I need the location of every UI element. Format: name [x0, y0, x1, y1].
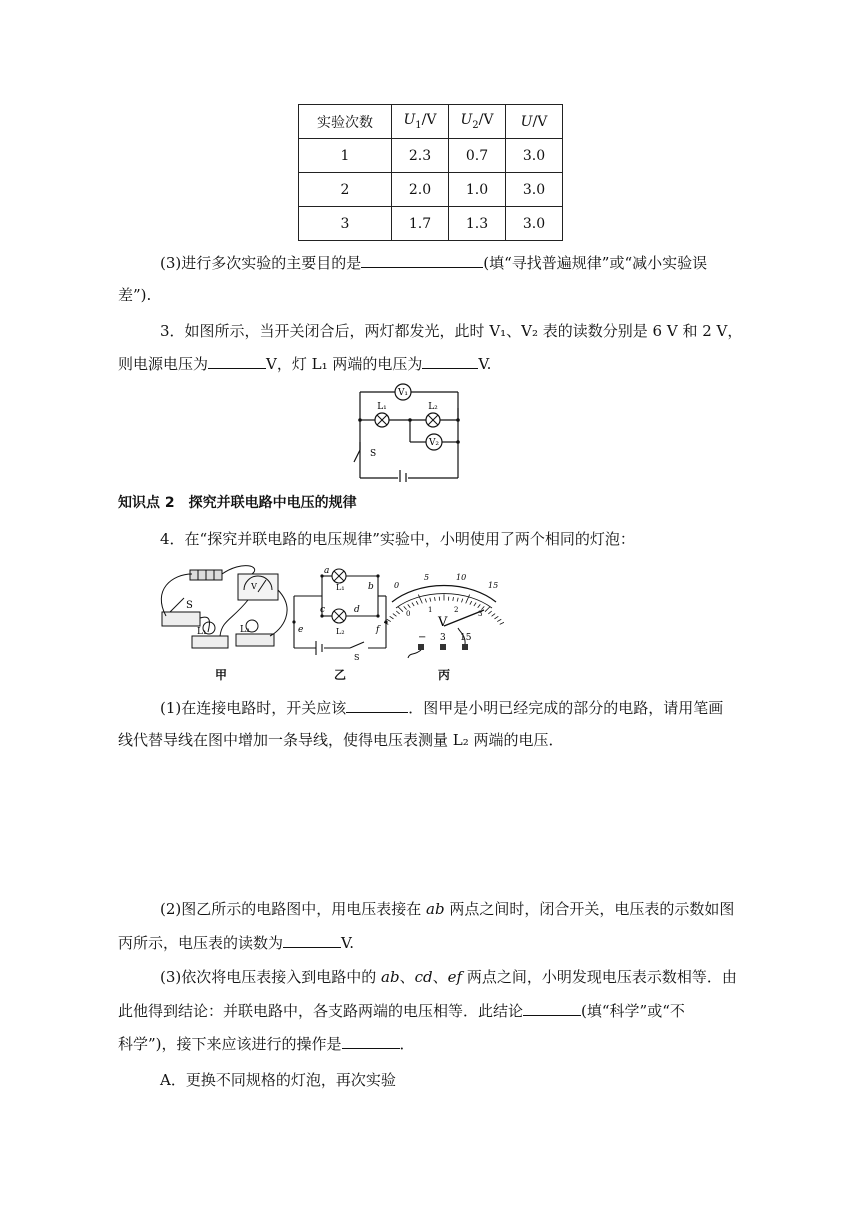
l2-label: L₂ [428, 402, 438, 412]
dial-tick [461, 599, 462, 603]
dial-tick [393, 614, 397, 617]
answer-blank[interactable] [523, 1001, 581, 1016]
figure-label-bing: 丙 [438, 668, 451, 682]
question-4-part3-line3: 科学”)，接下来应该进行的操作是 ． [118, 1035, 415, 1053]
yi-point-d: d [354, 605, 360, 615]
answer-blank[interactable] [422, 354, 478, 369]
dial-top-tick-10: 10 [456, 573, 467, 582]
dial-top-tick-15: 15 [488, 581, 499, 590]
dial-tick [470, 601, 472, 605]
figure-label-yi: 乙 [334, 668, 347, 682]
yi-point-f: f [376, 625, 380, 635]
table-cell: 3.0 [506, 139, 563, 173]
section-heading: 知识点 2 探究并联电路中电压的规律 [118, 495, 357, 511]
answer-blank[interactable] [283, 933, 341, 948]
table-cell: 1 [299, 139, 392, 173]
yi-point-a: a [324, 566, 330, 576]
series-circuit-diagram [350, 382, 470, 482]
terminal-minus-icon [418, 644, 424, 650]
jia-l1-label: L₁ [197, 627, 207, 637]
yi-point-b: b [368, 582, 374, 592]
yi-l1-label: L₁ [336, 583, 345, 592]
dial-top-tick-5: 5 [424, 573, 430, 582]
answer-blank[interactable] [361, 253, 483, 268]
dial-tick [387, 619, 391, 621]
dial-tick [390, 616, 394, 619]
yi-switch-label: S [354, 653, 360, 662]
dial-tick [478, 604, 481, 607]
table-cell: 2 [299, 173, 392, 207]
header-cell: $U_2/V$ [449, 105, 506, 139]
dial-tick [457, 598, 458, 602]
dial-top-tick-0: 0 [394, 581, 400, 590]
terminal-minus-label: − [418, 632, 427, 643]
table-header-row [299, 105, 563, 139]
dial-tick [430, 598, 431, 602]
v2-label: V₂ [428, 438, 440, 448]
jia-l2-label: L₂ [240, 625, 250, 635]
dial-tick [416, 601, 418, 605]
question-4-intro: 4．在“探究并联电路的电压规律”实验中，小明使用了两个相同的灯泡： [160, 530, 635, 548]
yi-lamp-l1-icon [332, 569, 346, 583]
table-cell: 3 [299, 207, 392, 241]
terminal-15-icon [462, 644, 468, 650]
question-4-part1-line1: (1)在连接电路时，开关应该 ．图甲是小明已经完成的部分的电路，请用笔画 [160, 699, 724, 717]
dial-tick [435, 597, 436, 601]
terminal-3-icon [440, 644, 446, 650]
table-cell: 3.0 [506, 207, 563, 241]
header-cell: 实验次数 [299, 105, 392, 139]
question-3-part3-line2: 差”). [118, 286, 152, 304]
table-cell: 1.0 [449, 173, 506, 207]
terminal-3-label: 3 [440, 633, 446, 643]
question-4-part2-line1: (2)图乙所示的电路图中，用电压表接在 ab 两点之间时，闭合开关，电压表的示数如图 [160, 900, 735, 918]
dial-tick [412, 603, 414, 606]
question-4-part3-line1: (3)依次将电压表接入到电路中的 ab、cd、ef 两点之间，小明发现电压表示数相等．由 [160, 968, 737, 986]
table-cell: 1.3 [449, 207, 506, 241]
dial-tick [396, 611, 399, 614]
answer-blank[interactable] [342, 1034, 400, 1049]
header-cell: U/V [506, 105, 563, 139]
yi-point-c: c [320, 605, 326, 615]
table-row [299, 173, 563, 207]
question-4-part1-line2: 线代替导线在图中增加一条导线，使得电压表测量 L₂ 两端的电压． [118, 731, 564, 749]
jia-switch-label: S [186, 600, 193, 611]
question-3-line1: 3．如图所示，当开关闭合后，两灯都发光，此时 V₁、V₂ 表的读数分别是 6 V 和 2 V， [160, 322, 743, 340]
dial-tick [488, 611, 491, 614]
table-cell: 0.7 [449, 139, 506, 173]
table-cell: 2.3 [392, 139, 449, 173]
table-cell: 3.0 [506, 173, 563, 207]
data-table [298, 104, 563, 241]
dial-tick [485, 607, 490, 612]
question-4-part2-line2: 丙所示，电压表的读数为 V. [118, 934, 354, 952]
question-3-part3-line1: (3)进行多次实验的主要目的是 (填“寻找普遍规律”或“减小实验误 [160, 254, 708, 272]
dial-tick [398, 607, 403, 612]
yi-point-e: e [298, 625, 304, 635]
dial-tick [494, 616, 498, 619]
yi-l2-label: L₂ [336, 627, 345, 636]
yi-lamp-l2-icon [332, 609, 346, 623]
v1-label: V₁ [397, 388, 409, 398]
dial-bottom-tick-3: 3 [478, 610, 483, 618]
question-4-part3-line2: 此他得到结论：并联电路中，各支路两端的电压相等．此结论 (填“科学”或“不 [118, 1002, 685, 1020]
terminal-15-label: 15 [460, 633, 472, 643]
figure-label-jia: 甲 [215, 668, 228, 682]
dial-tick [492, 614, 496, 617]
dial-tick [474, 603, 476, 606]
dial-tick [497, 619, 501, 621]
dial-tick [425, 599, 426, 603]
dial-tick [453, 597, 454, 601]
dial-bottom-tick-0: 0 [406, 610, 411, 618]
jia-voltmeter-label: V [251, 582, 257, 591]
figure-jia-physical-circuit [152, 560, 294, 660]
l1-label: L₁ [377, 402, 387, 412]
question-3-line2: 则电源电压为 V，灯 L₁ 两端的电压为 V. [118, 355, 492, 373]
table-row [299, 139, 563, 173]
table-cell: 2.0 [392, 173, 449, 207]
header-cell: $U_1/V$ [392, 105, 449, 139]
dial-unit-v: V [438, 615, 448, 630]
lamp-l2-icon [426, 413, 440, 427]
dial-tick [408, 604, 411, 607]
dial-bottom-tick-1: 1 [428, 606, 433, 614]
dial-bottom-tick-2: 2 [454, 606, 459, 614]
table-row [299, 207, 563, 241]
answer-blank[interactable] [346, 698, 408, 713]
answer-blank[interactable] [208, 354, 266, 369]
option-a: A．更换不同规格的灯泡，再次实验 [160, 1071, 396, 1089]
lamp-l1-icon [375, 413, 389, 427]
figure-bing-voltmeter-dial [384, 568, 504, 660]
figure-yi-circuit-diagram [290, 562, 390, 662]
switch-label: S [370, 449, 377, 459]
table-cell: 1.7 [392, 207, 449, 241]
